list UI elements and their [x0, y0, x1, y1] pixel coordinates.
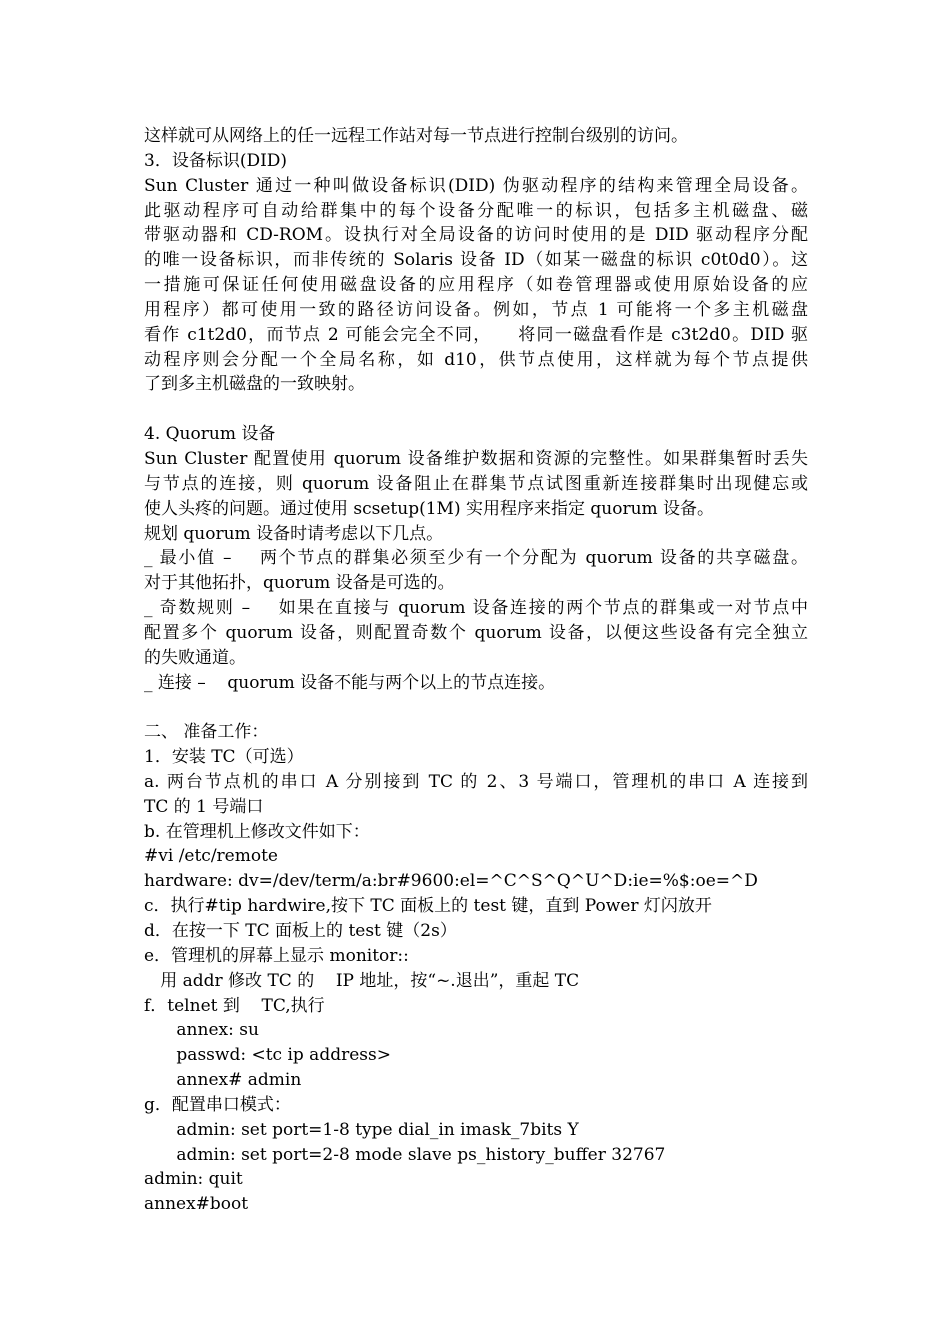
command-line: passwd: <tc ip address> [144, 1045, 391, 1066]
text-line: d．在按一下 TC 面板上的 test 键（2s） [144, 921, 457, 941]
text-line: 了到多主机磁盘的一致映射。 [144, 374, 365, 395]
text-line: 1．安装 TC（可选） [144, 747, 304, 768]
command-line: admin: set port=1-8 type dial_in imask_7bits Y [144, 1119, 579, 1140]
text-line: e．管理机的屏幕上显示 monitor:: [144, 945, 409, 966]
text-line: 带驱动器和 CD-ROM。设执行对全局设备的访问时使用的是 DID 驱动程序分配 [144, 225, 808, 246]
command-line: #vi /etc/remote [144, 846, 278, 867]
text-line: 此驱动程序可自动给群集中的每个设备分配唯一的标识，包括多主机磁盘、磁 [144, 200, 808, 221]
text-line: g．配置串口模式： [144, 1094, 291, 1115]
blank-line [144, 397, 808, 422]
text-line: 看作 c1t2d0，而节点 2 可能会完全不同， 将同一磁盘看作是 c3t2d0。DID 驱 [144, 324, 808, 345]
section-heading-did: 3．设备标识(DID) [144, 150, 288, 171]
section-heading-preparation: 二、 准备工作： [144, 722, 269, 743]
text-line: Sun Cluster 通过一种叫做设备标识(DID) 伪驱动程序的结构来管理全局设备。 [144, 175, 808, 196]
command-line: admin: quit [144, 1169, 243, 1190]
text-line: 用 addr 修改 TC 的 IP 地址，按“~.退出”，重起 TC [144, 970, 580, 991]
document-body [144, 124, 808, 1217]
text-line: 与节点的连接，则 quorum 设备阻止在群集节点试图重新连接群集时出现健忘或 [144, 473, 808, 494]
command-line: annex#boot [144, 1194, 249, 1215]
text-line: Sun Cluster 配置使用 quorum 设备维护数据和资源的完整性。如果群集暂时丢失 [144, 448, 808, 469]
text-line: TC 的 1 号端口 [144, 796, 264, 817]
text-line: _ 奇数规则 – 如果在直接与 quorum 设备连接的两个节点的群集或一对节点中 [144, 598, 808, 619]
text-line: 动程序则会分配一个全局名称，如 d10，供节点使用，这样就为每个节点提供 [144, 349, 808, 370]
text-line: 的唯一设备标识，而非传统的 Solaris 设备 ID（如某一磁盘的标识 c0t0d0）。这 [144, 250, 808, 271]
section-heading-quorum: 4. Quorum 设备 [144, 424, 276, 445]
text-line: 对于其他拓扑，quorum 设备是可选的。 [144, 573, 455, 594]
text-line: _ 连接 – quorum 设备不能与两个以上的节点连接。 [144, 672, 556, 693]
text-line: c．执行#tip hardwire,按下 TC 面板上的 test 键，直到 Power 灯闪放开 [144, 896, 712, 917]
text-line: f．telnet 到 TC,执行 [144, 995, 325, 1016]
command-line: annex# admin [144, 1070, 302, 1091]
text-line: 的失败通道。 [144, 647, 246, 668]
text-line: 用程序）都可使用一致的路径访问设备。例如，节点 1 可能将一个多主机磁盘 [144, 299, 808, 320]
text-line: b. 在管理机上修改文件如下： [144, 821, 370, 842]
text-line: _ 最小值 – 两个节点的群集必须至少有一个分配为 quorum 设备的共享磁盘。 [144, 548, 808, 569]
command-line: annex: su [144, 1020, 259, 1041]
text-line: 使人头疼的问题。通过使用 scsetup(1M) 实用程序来指定 quorum 设备。 [144, 498, 715, 519]
command-line: hardware: dv=/dev/term/a:br#9600:el=^C^S^Q^U^D:ie=%$:oe=^D [144, 871, 758, 892]
text-line: 规划 quorum 设备时请考虑以下几点。 [144, 523, 444, 544]
blank-line [144, 695, 808, 720]
text-line: 配置多个 quorum 设备，则配置奇数个 quorum 设备，以便这些设备有完全独立 [144, 622, 808, 643]
text-line: 这样就可从网络上的任一远程工作站对每一节点进行控制台级别的访问。 [144, 126, 688, 146]
text-line: 一措施可保证任何使用磁盘设备的应用程序（如卷管理器或使用原始设备的应 [144, 275, 808, 296]
text-line: a. 两台节点机的串口 A 分别接到 TC 的 2、3 号端口，管理机的串口 A 连接到 [144, 771, 808, 792]
command-line: admin: set port=2-8 mode slave ps_history_buffer 32767 [144, 1144, 666, 1165]
